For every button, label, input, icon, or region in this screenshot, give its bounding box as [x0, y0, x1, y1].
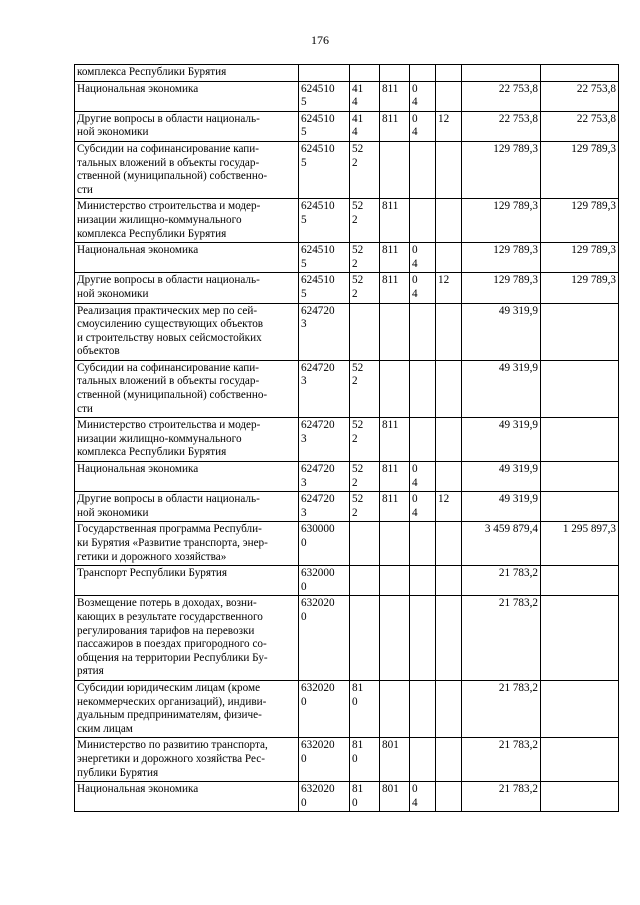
subsection-code-cell: 12 [436, 492, 462, 522]
target-code-cell [299, 65, 350, 82]
amount-year-2-cell [541, 418, 619, 462]
table-row [75, 596, 619, 681]
ministry-code-cell [380, 680, 410, 737]
expense-type-cell: 52 2 [350, 243, 380, 273]
amount-year-1-cell: 49 319,9 [462, 418, 541, 462]
subsection-code-cell [436, 522, 462, 566]
expense-type-cell: 52 2 [350, 462, 380, 492]
target-code-cell: 624510 5 [299, 111, 350, 141]
row-name-cell: Министерство по развитию транспорта, энергетики и дорожного хозяйства Рес- публики Бурятия [75, 738, 299, 782]
expense-type-cell: 81 0 [350, 782, 380, 812]
table-row [75, 199, 619, 243]
section-code-cell [410, 596, 436, 681]
amount-year-1-cell: 49 319,9 [462, 462, 541, 492]
table-row [75, 418, 619, 462]
expense-type-cell [350, 65, 380, 82]
amount-year-1-cell: 129 789,3 [462, 273, 541, 303]
target-code-cell: 632020 0 [299, 596, 350, 681]
amount-year-2-cell [541, 462, 619, 492]
ministry-code-cell [380, 65, 410, 82]
ministry-code-cell: 811 [380, 81, 410, 111]
table-row [75, 738, 619, 782]
expense-type-cell: 52 2 [350, 492, 380, 522]
target-code-cell: 632020 0 [299, 680, 350, 737]
row-name-cell: Министерство строительства и модер- низации жилищно-коммунального комплекса Республики Бурятия [75, 418, 299, 462]
amount-year-1-cell: 129 789,3 [462, 141, 541, 198]
subsection-code-cell [436, 738, 462, 782]
ministry-code-cell [380, 522, 410, 566]
amount-year-1-cell: 3 459 879,4 [462, 522, 541, 566]
amount-year-2-cell [541, 680, 619, 737]
subsection-code-cell [436, 199, 462, 243]
ministry-code-cell [380, 303, 410, 360]
subsection-code-cell [436, 462, 462, 492]
row-name-cell: Государственная программа Республи- ки Бурятия «Развитие транспорта, энер- гетики и дорожного хозяйства» [75, 522, 299, 566]
amount-year-2-cell [541, 738, 619, 782]
table-row [75, 680, 619, 737]
target-code-cell: 624720 3 [299, 462, 350, 492]
row-name-cell: Национальная экономика [75, 243, 299, 273]
expense-type-cell: 81 0 [350, 680, 380, 737]
section-code-cell [410, 199, 436, 243]
page-number: 176 [311, 33, 329, 47]
expense-type-cell: 41 4 [350, 111, 380, 141]
subsection-code-cell [436, 141, 462, 198]
ministry-code-cell: 811 [380, 199, 410, 243]
target-code-cell: 624510 5 [299, 273, 350, 303]
row-name-cell: Возмещение потерь в доходах, возни- кающих в результате государственного регулирования тарифов на перевозки пассажиров в поездах пригородного со- общения на территории Республики Бу- рятия [75, 596, 299, 681]
amount-year-1-cell [462, 65, 541, 82]
amount-year-2-cell: 22 753,8 [541, 81, 619, 111]
table-row [75, 462, 619, 492]
row-name-cell: Транспорт Республики Бурятия [75, 566, 299, 596]
expense-type-cell [350, 303, 380, 360]
amount-year-1-cell: 22 753,8 [462, 81, 541, 111]
amount-year-1-cell: 129 789,3 [462, 199, 541, 243]
ministry-code-cell: 811 [380, 492, 410, 522]
target-code-cell: 624510 5 [299, 243, 350, 273]
expense-type-cell: 52 2 [350, 199, 380, 243]
amount-year-2-cell: 1 295 897,3 [541, 522, 619, 566]
expense-type-cell: 52 2 [350, 273, 380, 303]
section-code-cell: 0 4 [410, 243, 436, 273]
amount-year-2-cell: 129 789,3 [541, 273, 619, 303]
row-name-cell: Национальная экономика [75, 462, 299, 492]
amount-year-1-cell: 22 753,8 [462, 111, 541, 141]
subsection-code-cell: 12 [436, 273, 462, 303]
amount-year-1-cell: 21 783,2 [462, 566, 541, 596]
ministry-code-cell: 811 [380, 462, 410, 492]
section-code-cell: 0 4 [410, 782, 436, 812]
section-code-cell [410, 566, 436, 596]
target-code-cell: 632000 0 [299, 566, 350, 596]
section-code-cell [410, 680, 436, 737]
expense-type-cell: 52 2 [350, 360, 380, 417]
amount-year-2-cell: 129 789,3 [541, 141, 619, 198]
subsection-code-cell [436, 566, 462, 596]
amount-year-2-cell [541, 596, 619, 681]
subsection-code-cell [436, 81, 462, 111]
section-code-cell: 0 4 [410, 492, 436, 522]
section-code-cell [410, 141, 436, 198]
target-code-cell: 624720 3 [299, 360, 350, 417]
row-name-cell: Субсидии на софинансирование капи- тальных вложений в объекты государ- ственной (муниципальной) собственно- сти [75, 360, 299, 417]
section-code-cell [410, 522, 436, 566]
table-row [75, 81, 619, 111]
section-code-cell: 0 4 [410, 462, 436, 492]
subsection-code-cell [436, 303, 462, 360]
expense-type-cell [350, 566, 380, 596]
subsection-code-cell [436, 680, 462, 737]
ministry-code-cell: 811 [380, 273, 410, 303]
expense-type-cell [350, 596, 380, 681]
subsection-code-cell [436, 596, 462, 681]
subsection-code-cell [436, 65, 462, 82]
subsection-code-cell [436, 418, 462, 462]
subsection-code-cell [436, 360, 462, 417]
table-row [75, 65, 619, 82]
section-code-cell: 0 4 [410, 81, 436, 111]
target-code-cell: 624510 5 [299, 81, 350, 111]
table-row [75, 243, 619, 273]
target-code-cell: 630000 0 [299, 522, 350, 566]
amount-year-1-cell: 49 319,9 [462, 360, 541, 417]
amount-year-2-cell: 129 789,3 [541, 199, 619, 243]
table-row [75, 522, 619, 566]
row-name-cell: комплекса Республики Бурятия [75, 65, 299, 82]
section-code-cell [410, 738, 436, 782]
row-name-cell: Субсидии юридическим лицам (кроме некоммерческих организаций), индиви- дуальным предпринимателям, физиче- ским лицам [75, 680, 299, 737]
ministry-code-cell: 811 [380, 243, 410, 273]
target-code-cell: 624720 3 [299, 418, 350, 462]
row-name-cell: Субсидии на софинансирование капи- тальных вложений в объекты государ- ственной (муниципальной) собственно- сти [75, 141, 299, 198]
expense-type-cell: 81 0 [350, 738, 380, 782]
amount-year-2-cell: 22 753,8 [541, 111, 619, 141]
target-code-cell: 624510 5 [299, 141, 350, 198]
row-name-cell: Другие вопросы в области националь- ной экономики [75, 492, 299, 522]
table-row [75, 141, 619, 198]
row-name-cell: Другие вопросы в области националь- ной экономики [75, 273, 299, 303]
expense-type-cell: 52 2 [350, 141, 380, 198]
row-name-cell: Национальная экономика [75, 81, 299, 111]
target-code-cell: 624720 3 [299, 492, 350, 522]
ministry-code-cell: 811 [380, 111, 410, 141]
row-name-cell: Другие вопросы в области националь- ной экономики [75, 111, 299, 141]
ministry-code-cell: 801 [380, 782, 410, 812]
row-name-cell: Министерство строительства и модер- низации жилищно-коммунального комплекса Республики Бурятия [75, 199, 299, 243]
target-code-cell: 624510 5 [299, 199, 350, 243]
expense-type-cell: 52 2 [350, 418, 380, 462]
row-name-cell: Национальная экономика [75, 782, 299, 812]
amount-year-2-cell [541, 566, 619, 596]
table-row [75, 111, 619, 141]
amount-year-2-cell [541, 303, 619, 360]
section-code-cell: 0 4 [410, 273, 436, 303]
expense-type-cell: 41 4 [350, 81, 380, 111]
ministry-code-cell [380, 596, 410, 681]
ministry-code-cell [380, 566, 410, 596]
amount-year-1-cell: 49 319,9 [462, 303, 541, 360]
amount-year-2-cell: 129 789,3 [541, 243, 619, 273]
amount-year-2-cell [541, 360, 619, 417]
amount-year-1-cell: 21 783,2 [462, 738, 541, 782]
subsection-code-cell: 12 [436, 111, 462, 141]
target-code-cell: 632020 0 [299, 782, 350, 812]
subsection-code-cell [436, 243, 462, 273]
expense-type-cell [350, 522, 380, 566]
budget-table [74, 64, 619, 812]
target-code-cell: 624720 3 [299, 303, 350, 360]
table-row [75, 273, 619, 303]
table-row [75, 566, 619, 596]
ministry-code-cell [380, 360, 410, 417]
amount-year-1-cell: 21 783,2 [462, 596, 541, 681]
amount-year-2-cell [541, 782, 619, 812]
amount-year-1-cell: 49 319,9 [462, 492, 541, 522]
row-name-cell: Реализация практических мер по сей- смоусилению существующих объектов и строительству новых сейсмостойких объектов [75, 303, 299, 360]
ministry-code-cell: 811 [380, 418, 410, 462]
section-code-cell [410, 360, 436, 417]
amount-year-2-cell [541, 492, 619, 522]
table-row [75, 303, 619, 360]
section-code-cell: 0 4 [410, 111, 436, 141]
amount-year-1-cell: 21 783,2 [462, 782, 541, 812]
amount-year-2-cell [541, 65, 619, 82]
section-code-cell [410, 65, 436, 82]
ministry-code-cell [380, 141, 410, 198]
amount-year-1-cell: 21 783,2 [462, 680, 541, 737]
section-code-cell [410, 418, 436, 462]
table-row [75, 782, 619, 812]
target-code-cell: 632020 0 [299, 738, 350, 782]
section-code-cell [410, 303, 436, 360]
table-row [75, 492, 619, 522]
ministry-code-cell: 801 [380, 738, 410, 782]
amount-year-1-cell: 129 789,3 [462, 243, 541, 273]
table-row [75, 360, 619, 417]
subsection-code-cell [436, 782, 462, 812]
